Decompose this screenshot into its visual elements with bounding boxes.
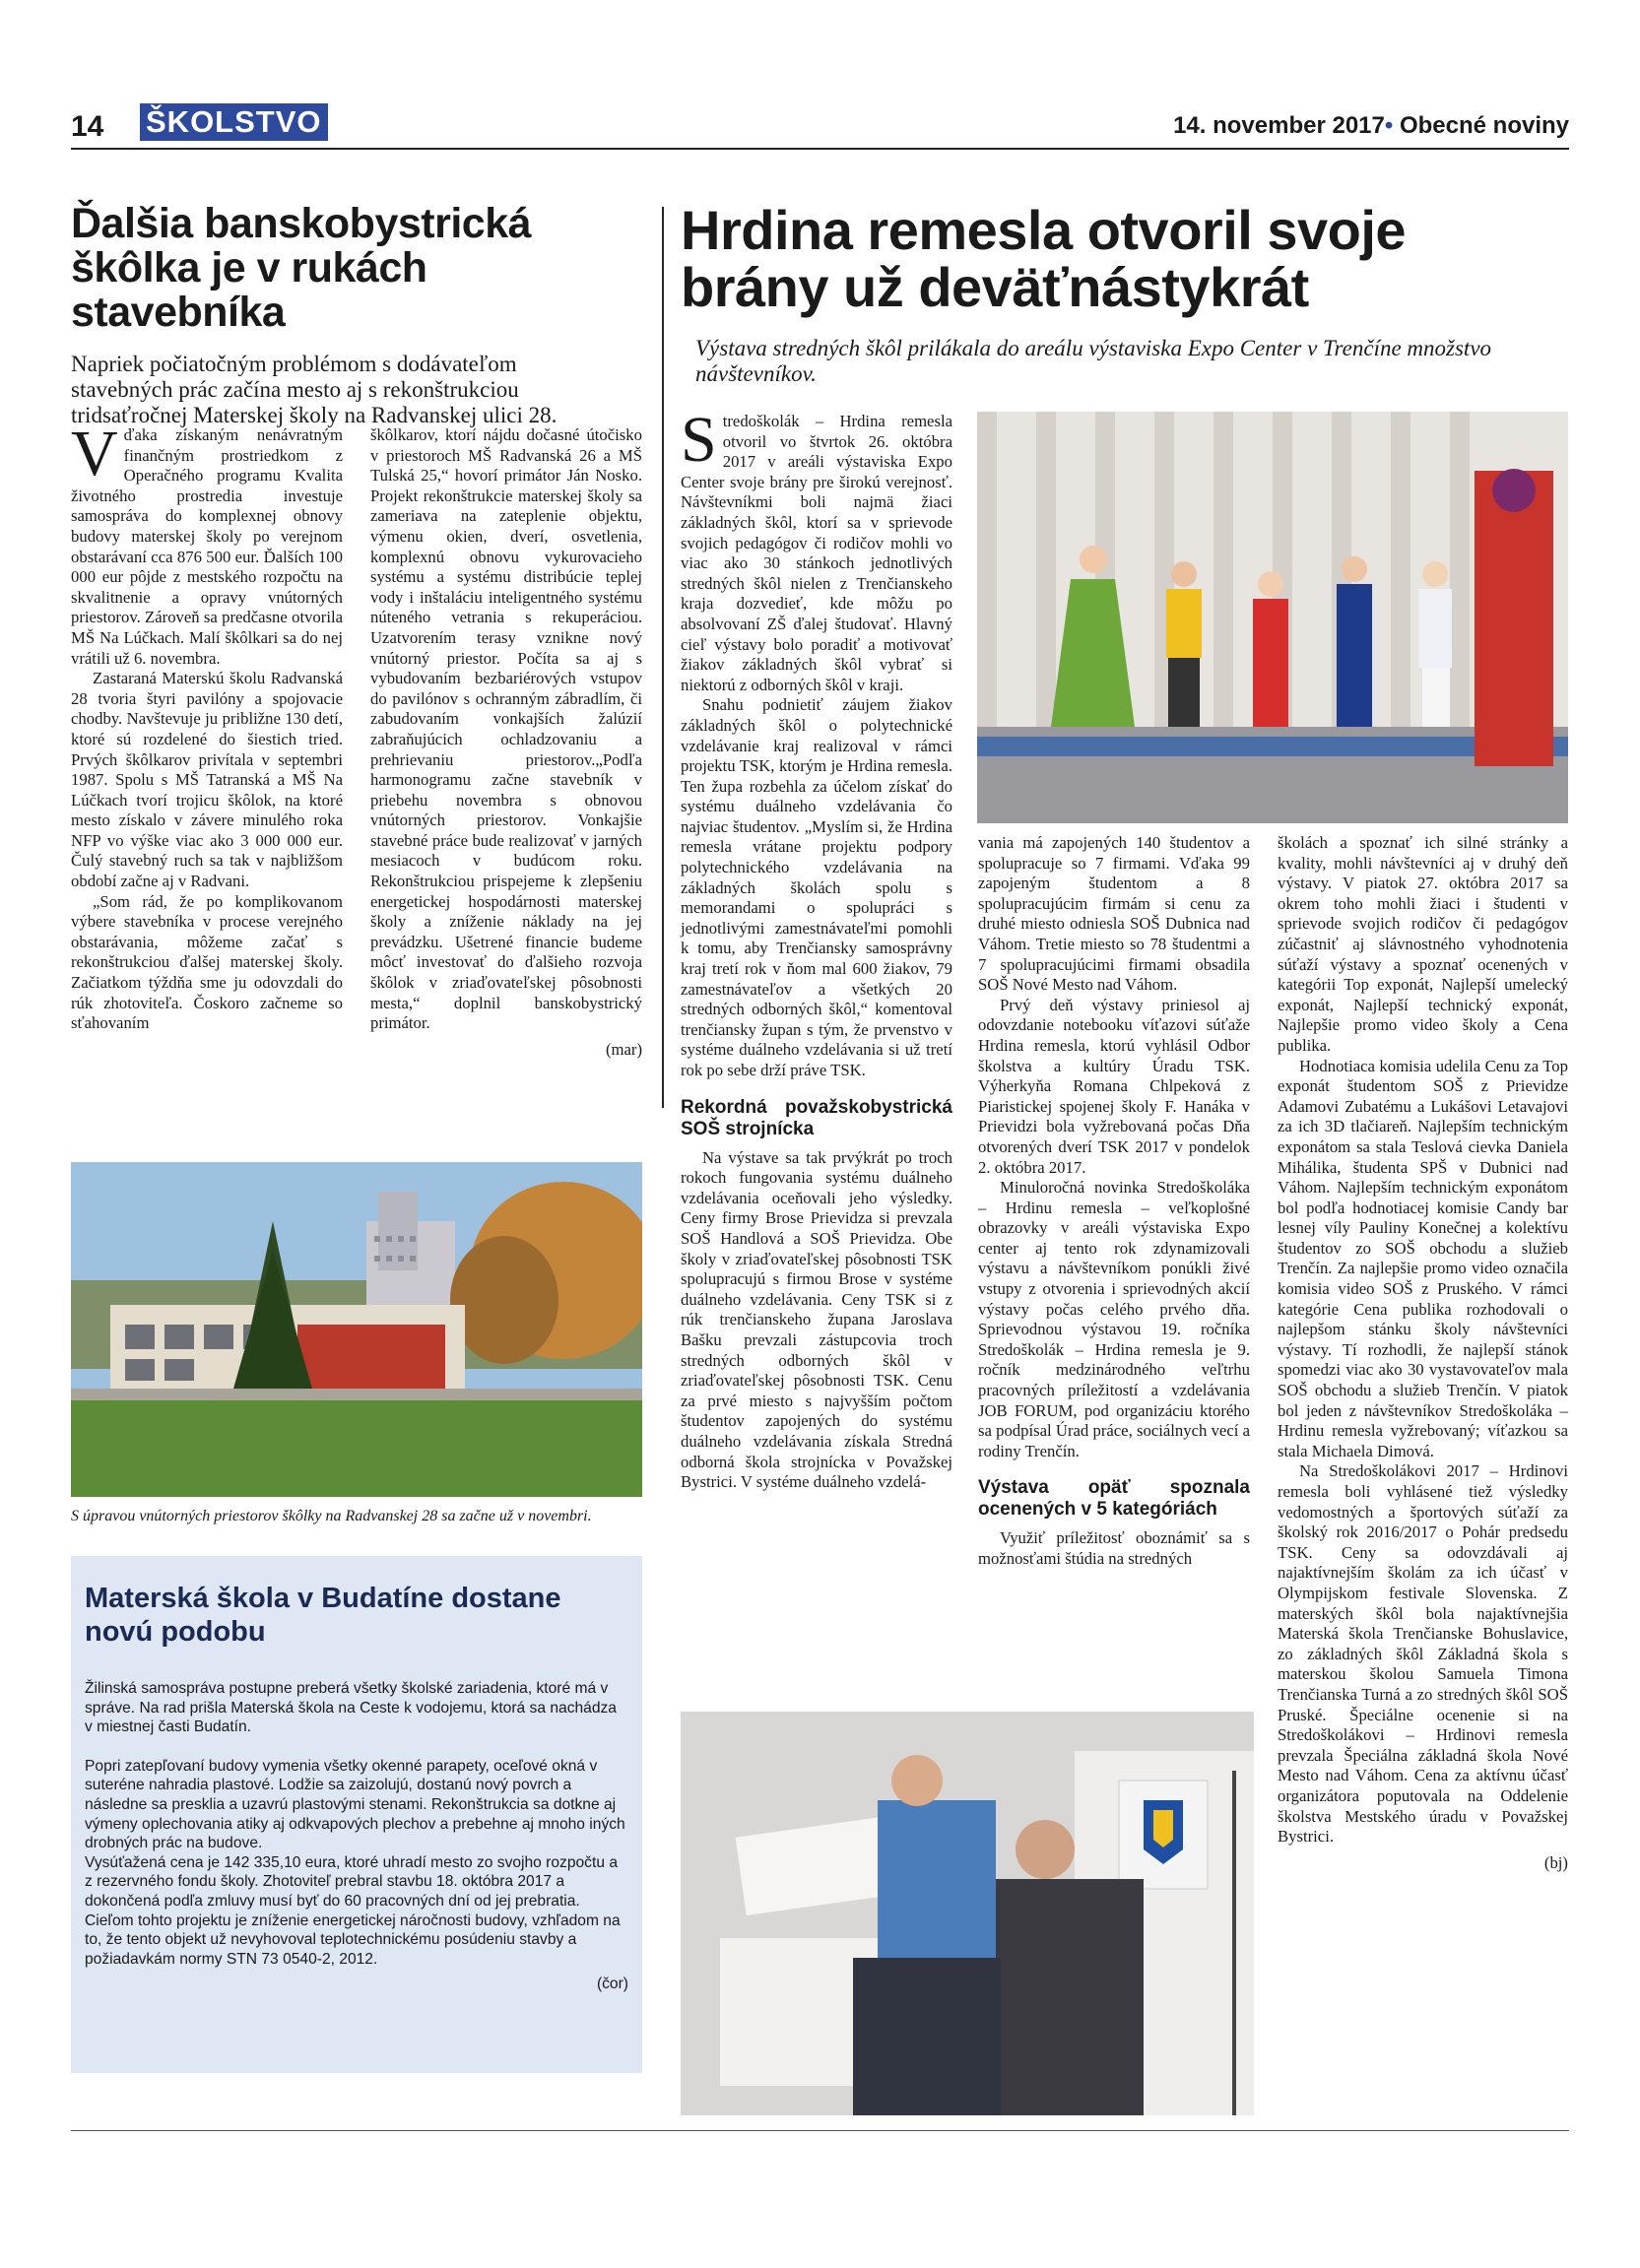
paragraph: Snahu podnietiť záujem žiakov základných škôl o polytechnické vzdelávanie kraj realizoval v rámci projektu TSK, ktorým je Hrdina remesla. Ten župa rozbehla za účelom získať do systému duálneho vzdelávania čo najviac študentov. „Myslím si, že Hrdina remesla vrátane projektu podpory polytechnického vzdelávania na základných školách spolu s memorandami o spolupráci s jednotlivými zamestnávateľmi pomohli k tomu, aby Trenčiansky samosprávny kraj tretí rok v ňom mal 600 žiakov, 79 zamestnávateľov a všetkých 20 stredných odborných škôl,“ komentoval trenčiansky župan s tým, že prvenstvo v systéme duálneho vzdelávania si už tretí rok po sebe drží práve TSK. xyxy=(681,695,952,1079)
paragraph: Vysúťažená cena je 142 335,10 eura, ktoré uhradí mesto zo svojho rozpočtu a z rezervného fondu školy. Zhotoviteľ prebral stavbu 18. októbra 2017 a dokončená podľa zmluvy musí byť do 60 pracovných dní od jej prebratia. xyxy=(85,1853,618,1910)
paragraph: Na Stredoškolákovi 2017 – Hrdinovi remesla boli vyhlásené tiež výsledky vedomostných a športových súťaží za školský rok 2016/2017 o Pohár predsedu TSK. Ceny sa odovzdávali aj najaktívnejším školám za ich účasť v Olympijskom festivale Slovenska. Z materských škôl bola najaktívnejšia Materská škola Trenčianske Bohuslavice, zo základných škôl Základná škola s materskou školou Samuela Timona Trenčianska Turná a zo stredných škôl SOŠ Pruské. Špeciálne ocenenie si na Stredoškolákovi – Hrdinovi remesla prevzala Špeciálna základná škola Nové Mesto nad Váhom. Cena za aktívnu účasť organizátora poputovala na Oddelenie školstva Mestského úradu v Považskej Bystrici. xyxy=(1278,1461,1568,1847)
paragraph: Zastaraná Materskú školu Radvanská 28 tvoria štyri pavilóny a spojovacie chodby. Navštevuje ju približne 130 detí, ktoré sú rozdelené do šiestich tried. Prvých škôlkarov privítala v septembri 1987. Spolu s MŠ Tatranská a MŠ Na Lúčkach tvorí trojicu škôlok, na ktoré mesto získalo v závere minulého roka NFP vo výške viac ako 3 000 000 eur. Čulý stavebný ruch sa tak v najbližšom období začne aj v Radvani. xyxy=(71,669,343,891)
subheading: Výstava opäť spoznala ocenených v 5 kategóriách xyxy=(978,1477,1250,1521)
paragraph: „Som rád, že po komplikovanom výbere stavebníka v procese verejného obstarávania, môžeme začať s rekonštrukciou ďalšej materskej školy. Začiatkom týždňa sme ju odovzdali do rúk zhotoviteľa. Čoskoro začneme so sťahovaním xyxy=(71,891,343,1033)
subheading: Rekordná považskobystrická SOŠ strojnícka xyxy=(681,1096,952,1139)
signature: (čor) xyxy=(596,1976,628,1993)
left-photo-caption: S úpravou vnútorných priestorov škôlky na Radvanskej 28 sa začne už v novembri. xyxy=(71,1508,592,1524)
paragraph: Žilinská samospráva postupne preberá všetky školské zariadenia, ktoré má v správe. Na rad prišla Materská škola na Ceste k vodojemu, ktorá sa nachádza v miestnej časti Budatín. xyxy=(85,1680,617,1736)
right-article-column-3 xyxy=(1278,833,1568,1873)
left-article-title: Ďalšia banskobystrická škôlka je v rukách stavebníka xyxy=(71,200,532,336)
footer-rule xyxy=(71,2130,1569,2131)
right-article-lede: Výstava stredných škôl prilákala do areálu výstaviska Expo Center v Trenčíne množstvo návštevníkov. xyxy=(695,336,1492,386)
dropcap: V xyxy=(71,418,118,489)
left-article-column-1 xyxy=(71,418,343,1034)
paragraph: Minuloročná novinka Stredoškoláka – Hrdinu remesla – veľkoplošné obrazovky v areáli výstaviska Expo center aj tento rok zdynamizovali výstavu a návštevníkom ponúkli živé vstupy z otvorenia i sprievodných akcií výstavy počas celého prvého dňa. Sprievodnou výstavou 19. ročníka Stredoškolák – Hrdina remesla je 9. ročník medzinárodného veľtrhu pracovných príležitostí a vzdelávania JOB FORUM, pod organizáciu ktorého sa podpísal Úrad práce, sociálnych vecí a rodiny Trenčín. xyxy=(978,1178,1250,1460)
paragraph: škôlkarov, ktorí nájdu dočasné útočisko v priestoroch MŠ Radvanská 26 a MŠ Tulská 25,“ hovorí primátor Ján Nosko. Projekt rekonštrukcie materskej školy sa zameriava na zateplenie objektu, výmenu okien, dverí, osvetlenia, komplexnú obnovu vykurovacieho systému a systému distribúcie teplej vody i inštaláciu inteligentného systému núteného vetrania s rekuperáciou. Uzatvorením terasy vznikne nový vnútorný priestor. Počíta sa aj s vybudovaním bezbariérových vstupov do pavilónov s ochranným zábradlím, či zabudovaním vonkajších žalúzií zabraňujúcich ochladzovaniu a prehrievaniu priestorov.„Podľa harmonogramu začne stavebník v priebehu novembra s obnovou vnútorných priestorov. Vonkajšie stavebné práce bude realizovať v jarných mesiacoch v budúcom roku. Rekonštrukciou prispejeme k zlepšeniu energetickej hospodárnosti materskej školy a zníženie náklady na jej prevádzku. Ušetrené financie budeme môcť investovať do ďalšieho rozvoja škôlok v zriaďovateľskej pôsobnosti mesta,“ doplnil banskobystrický primátor. xyxy=(370,425,642,1033)
paragraph: Hodnotiaca komisia udelila Cenu za Top exponát študentom SOŠ z Prievidze Adamovi Zubatému a Lukášovi Letavajovi za ich 3D tlačiareň. Najlepším technickým exponátom sa stala Teslová cievka Daniela Mihálika, študenta SPŠ v Dubnici nad Váhom. Najlepším technickým exponátom bol podľa hodnotiacej komisie Candy bar lesnej víly Pauliny Konečnej a kolektívu študentov zo SOŠ obchodu a služieb Trenčín. Za najlepšie promo video označila komisia video SOŠ z Pruského. V rámci kategórie Cena publika rozhodovali o najlepšom stánku školy návštevníci výstavy. Tí rozhodli, že najlepší stánok spomedzi viac ako 30 vystavovateľov mala SOŠ obchodu a služieb Trenčín. V piatok bol jeden z návštevníkov Stredoškoláka – Hrdinu remesla vyžrebovaný; víťazkou sa stala Michaela Dimová. xyxy=(1278,1056,1568,1460)
paragraph: Popri zatepľovaní budovy vymenia všetky okenné parapety, oceľové okná v suteréne nahradia plastové. Lodžie sa zaizolujú, dostanú nový povrch a následne sa presklia a uzavrú plastovými stenami. Rekonštrukcia sa dotkne aj výmeny oplechovania atiky aj odkvapových plechov a prebehne aj mnoho iných drobných prác na budove. xyxy=(85,1757,625,1852)
dropcap: S xyxy=(681,404,717,476)
issue-info xyxy=(1173,112,1569,140)
right-article-title: Hrdina remesla otvoril svoje brány už deväťnástykrát xyxy=(681,199,1407,318)
kindergarten-photo xyxy=(71,1162,642,1497)
sidebar-box xyxy=(71,1556,642,2073)
box-text xyxy=(85,1679,628,1994)
paragraph: školách a spoznať ich silné stránky a kvality, mohli návštevníci aj v druhý deň výstavy. V piatok 27. októbra 2017 sa okrem toho mohli žiaci i študenti v sprievode svojich rodičov či pedagógov zúčastniť aj slávnostného vyhodnotenia súťaží výstavy a spoznať ocenených v kategórii Top exponát, Najlepší umelecký exponát, Najlepší technický exponát, Najlepšie promo video školy a Cena publika. xyxy=(1278,833,1568,1055)
left-article-column-2 xyxy=(370,425,642,1060)
paragraph: Prvý deň výstavy priniesol aj odovzdanie notebooku víťazovi súťaže Hrdina remesla, ktorú vyhlásil Odbor školstva a kultúry Úradu TSK. Výherkyňa Romana Chlpeková z Piaristickej spojenej školy F. Hanáka v Prievidzi bola vyžrebovaná počas Dňa otvorených dverí TSK 2017 v pondelok 2. októbra 2017. xyxy=(978,995,1250,1177)
right-article-column-1 xyxy=(681,404,952,1493)
paragraph: Vďaka získaným nenávratným finančným prostriedkom z Operačného programu Kvalita životného prostredia investuje samospráva do komplexnej obnovy budovy materskej školy po verejnom obstarávaní cca 876 500 eur. Ďalších 100 000 eur pôjde z mestského rozpočtu na skvalitnenie a opravy vnútorných priestorov. Zároveň sa predčasne otvorila MŠ Na Lúčkach. Malí škôlkari sa do nej vrátili už 6. novembra. xyxy=(71,418,343,668)
signature: (mar) xyxy=(605,1039,642,1059)
paragraph: Využiť príležitosť oboznámiť sa s možnosťami štúdia na stredných xyxy=(978,1528,1250,1568)
left-article-lede: Napriek počiatočným problémom s dodávateľom stavebných prác začína mesto aj s rekonštrukciou tridsaťročnej Materskej školy na Radvanskej ulici 28. xyxy=(71,352,558,427)
header-rule xyxy=(71,148,1569,150)
separator-dot: • xyxy=(1384,112,1394,139)
paragraph: Na výstave sa tak prvýkrát po troch rokoch fungovania systému duálneho vzdelávania oceňovali jeho výsledky. Ceny firmy Brose Prievidza si prevzala SOŠ Handlová a SOŠ Prievidza. Obe školy v zriaďovateľskej pôsobnosti TSK spolupracujú s firmou Brose v systéme duálneho vzdelávania. Ceny TSK si z rúk trenčianskeho župana Jaroslava Bašku prevzali zástupcovia troch stredných odborných škôl v zriaďovateľskej pôsobnosti TSK. Cenu za prvé miesto s najvyšším počtom študentov zapojených do systému duálneho vzdelávania získala Stredná odborná škola strojnícka v Považskej Bystrici. V systéme duálneho vzdelá- xyxy=(681,1147,952,1492)
paragraph: Stredoškolák – Hrdina remesla otvoril vo štvrtok 26. októbra 2017 v areáli výstaviska Expo Center svoje brány pre širokú verejnosť. Návštevníkmi boli najmä žiaci základných škôl, ktorí sa v sprievode svojich pedagógov či rodičov mohli vo viac ako 30 stánkoch jednotlivých stredných škôl nielen z Trenčianskeho kraja dozvedieť, kde môžu po absolvovaní ZŠ ďalej študovať. Hlavný cieľ výstavy bolo poradiť a motivovať žiakov základných škôl vybrať si niektorú z odborných škôl v kraji. xyxy=(681,404,952,694)
paragraph: vania má zapojených 140 študentov a spolupracuje so 7 firmami. Vďaka 99 zapojeným študentom a 8 spolupracujúcim firmám si cenu za druhé miesto odniesla SOŠ Dubnica nad Váhom. Tretie miesto so 78 študentmi a 7 spolupracujúcimi firmami obsadila SOŠ Nové Mesto nad Váhom. xyxy=(978,833,1250,995)
signature: (bj) xyxy=(1543,1852,1568,1872)
page-number: 14 xyxy=(71,110,104,143)
exhibition-photo xyxy=(977,412,1568,823)
issue-date: 14. november 2017 xyxy=(1173,112,1385,139)
award-ceremony-photo xyxy=(681,1712,1254,2115)
column-divider xyxy=(662,207,664,1108)
section-label: ŠKOLSTVO xyxy=(140,103,328,141)
right-article-column-2 xyxy=(978,833,1250,1570)
paragraph: Cieľom tohto projektu je zníženie energetickej náročnosti budovy, vzhľadom na to, že tento objekt už nevyhovoval teplotechnickému posúdeniu stavby a požiadavkám normy STN 73 0540-2, 2012. xyxy=(85,1912,621,1968)
publication-name: Obecné noviny xyxy=(1399,112,1569,139)
box-title: Materská škola v Budatíne dostane novú podobu xyxy=(85,1583,561,1648)
